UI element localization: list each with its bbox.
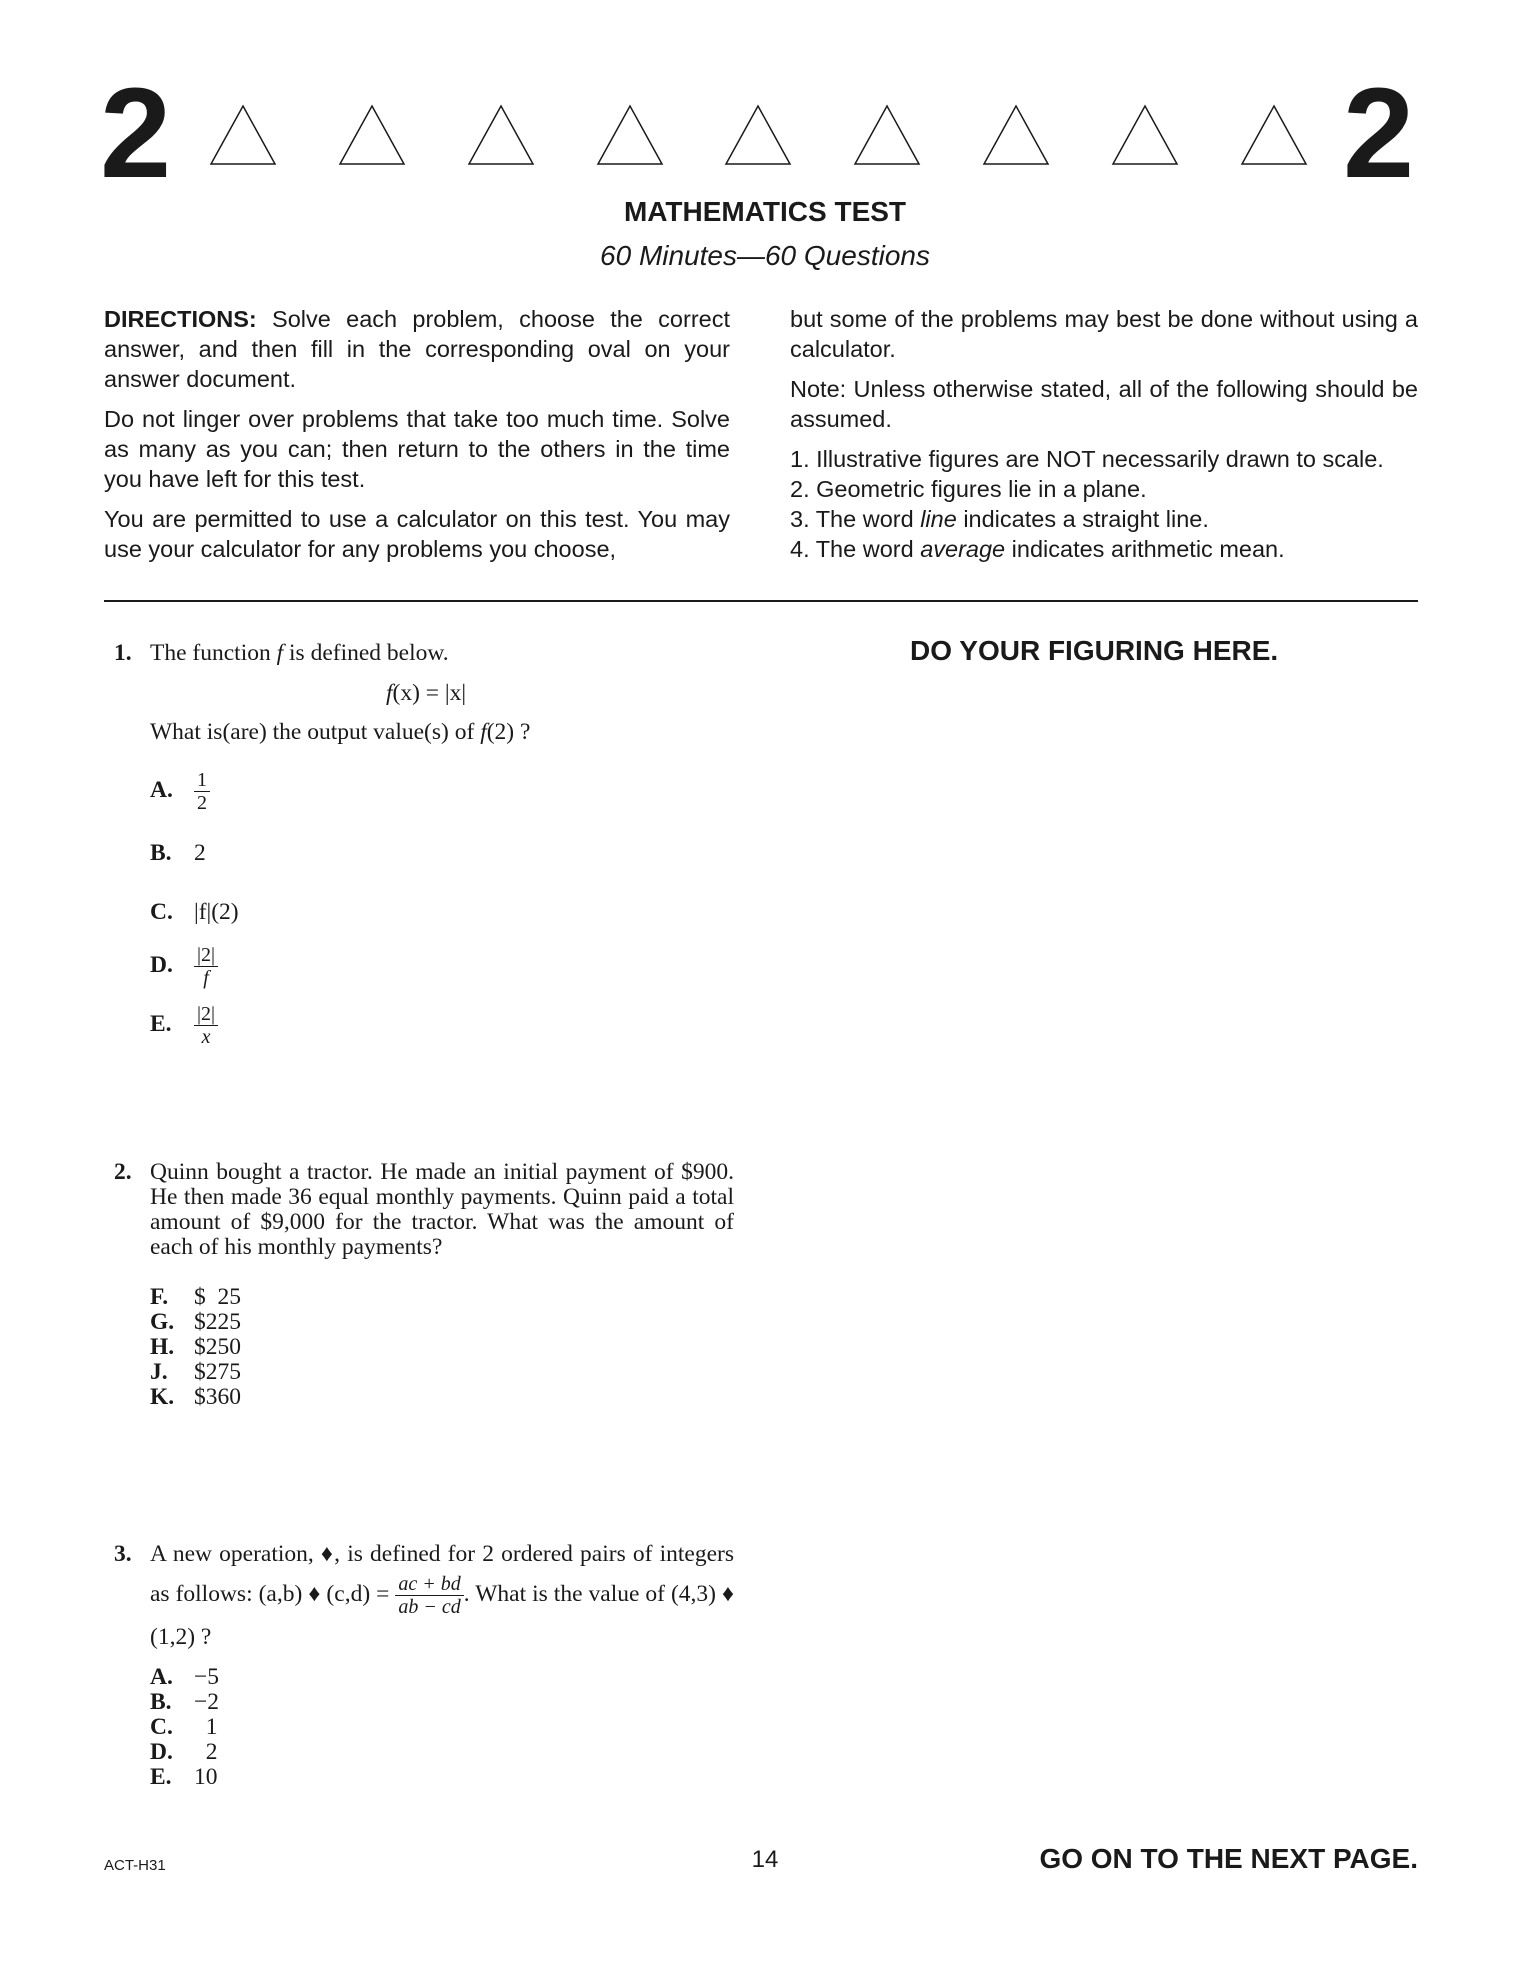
triangle-icon — [467, 104, 535, 166]
answer-option[interactable]: G. $225 — [150, 1309, 241, 1335]
triangle-icon — [853, 104, 921, 166]
directions-p3: You are permitted to use a calculator on this test. You may use your calculator for any problems you choose, — [104, 506, 730, 562]
page-title: MATHEMATICS TEST — [623, 196, 907, 227]
option-e[interactable]: E. $\frac{|2|}{x}$ — [150, 1003, 218, 1048]
section-number-left: 2 — [100, 62, 172, 205]
section-divider — [104, 600, 1418, 602]
answer-option[interactable]: K. $360 — [150, 1384, 241, 1410]
directions-note: Note: Unless otherwise stated, all of the following should be assumed. — [790, 376, 1418, 432]
answer-option[interactable]: C. 1 — [150, 1714, 218, 1740]
options-list — [150, 1285, 241, 1410]
section-number-right: 2 — [1343, 62, 1415, 205]
question-3 — [114, 1535, 734, 1795]
question-1 — [114, 641, 734, 1061]
triangle-icon — [1111, 104, 1179, 166]
triangle-icon — [596, 104, 664, 166]
question-number: 2. — [114, 1159, 132, 1185]
question-number: 3. — [114, 1541, 132, 1567]
directions-p2: Do not linger over problems that take too much time. Solve as many as you can; then return to the others in the time you have left for this test. — [104, 406, 730, 492]
option-b[interactable]: B. 2 — [150, 840, 206, 866]
triangle-icon — [982, 104, 1050, 166]
page-subtitle: 60 Minutes—60 Questions — [600, 240, 930, 271]
answer-option[interactable]: A. −5 — [150, 1664, 220, 1690]
fraction: $\frac{ac + bd}{ab - cd}$ — [395, 1573, 463, 1618]
triangle-icon — [1240, 104, 1308, 166]
question-prompt: What is(are) the output value(s) of f(2) ? — [150, 719, 531, 745]
assumption-item: 1. Illustrative figures are NOT necessarily drawn to scale. — [790, 446, 1384, 472]
question-text: Quinn bought a tractor. He made an initial payment of $900. He then made 36 equal monthly payments. Quinn paid a total amount of $9,000 for the tractor. What was the amount of each of his monthly payments? — [150, 1159, 734, 1260]
directions-lead: DIRECTIONS: — [104, 306, 257, 332]
assumption-item: 3. The word line indicates a straight line. — [790, 506, 1209, 532]
assumptions-list — [790, 444, 1418, 564]
triangle-icon — [724, 104, 792, 166]
fraction: $\frac{|2|}{f}$ — [194, 944, 218, 989]
triangle-icon — [209, 104, 277, 166]
answer-option[interactable]: J. $275 — [150, 1359, 241, 1385]
page-number: 14 — [751, 1846, 779, 1873]
directions-left-column — [104, 304, 730, 574]
answer-option[interactable]: E. 10 — [150, 1764, 218, 1790]
answer-option[interactable]: B. −2 — [150, 1689, 220, 1715]
triangle-icon — [338, 104, 406, 166]
option-c[interactable]: C. |f|(2) — [150, 899, 239, 925]
fraction: $\frac{|2|}{x}$ — [194, 1003, 218, 1048]
question-text: A new operation, ♦, is defined for 2 ordered pairs of integers as follows: (a,b) ♦ (c,d) = $\frac{ac + bd}{ab - cd}$ . What is the value of (4,3) ♦ (1,2) ? — [150, 1541, 734, 1650]
assumption-item: 2. Geometric figures lie in a plane. — [790, 476, 1147, 502]
figuring-label: DO YOUR FIGURING HERE. — [910, 635, 1279, 666]
answer-option[interactable]: H. $250 — [150, 1334, 241, 1360]
directions-p1: DIRECTIONS: Solve each problem, choose the correct answer, and then fill in the corresponding oval on your answer document. — [104, 306, 730, 392]
question-2 — [114, 1160, 734, 1420]
directions-right-column — [790, 304, 1418, 564]
option-a[interactable]: A. $\frac{1}{2}$ — [150, 769, 210, 814]
directions-p4: but some of the problems may best be done without using a calculator. — [790, 306, 1418, 362]
options-list — [150, 1665, 219, 1790]
test-code: ACT-H31 — [104, 1857, 166, 1874]
assumption-item: 4. The word average indicates arithmetic mean. — [790, 536, 1285, 562]
question-number: 1. — [114, 640, 132, 666]
next-page-label: GO ON TO THE NEXT PAGE. — [1039, 1843, 1418, 1874]
answer-option[interactable]: D. 2 — [150, 1739, 218, 1765]
option-d[interactable]: D. $\frac{|2|}{f}$ — [150, 944, 218, 989]
question-text: The function f is defined below. — [150, 640, 449, 666]
fraction: $\frac{1}{2}$ — [194, 769, 210, 814]
function-formula: f(x) = |x| — [386, 680, 467, 706]
answer-option[interactable]: F. $ 25 — [150, 1284, 241, 1310]
